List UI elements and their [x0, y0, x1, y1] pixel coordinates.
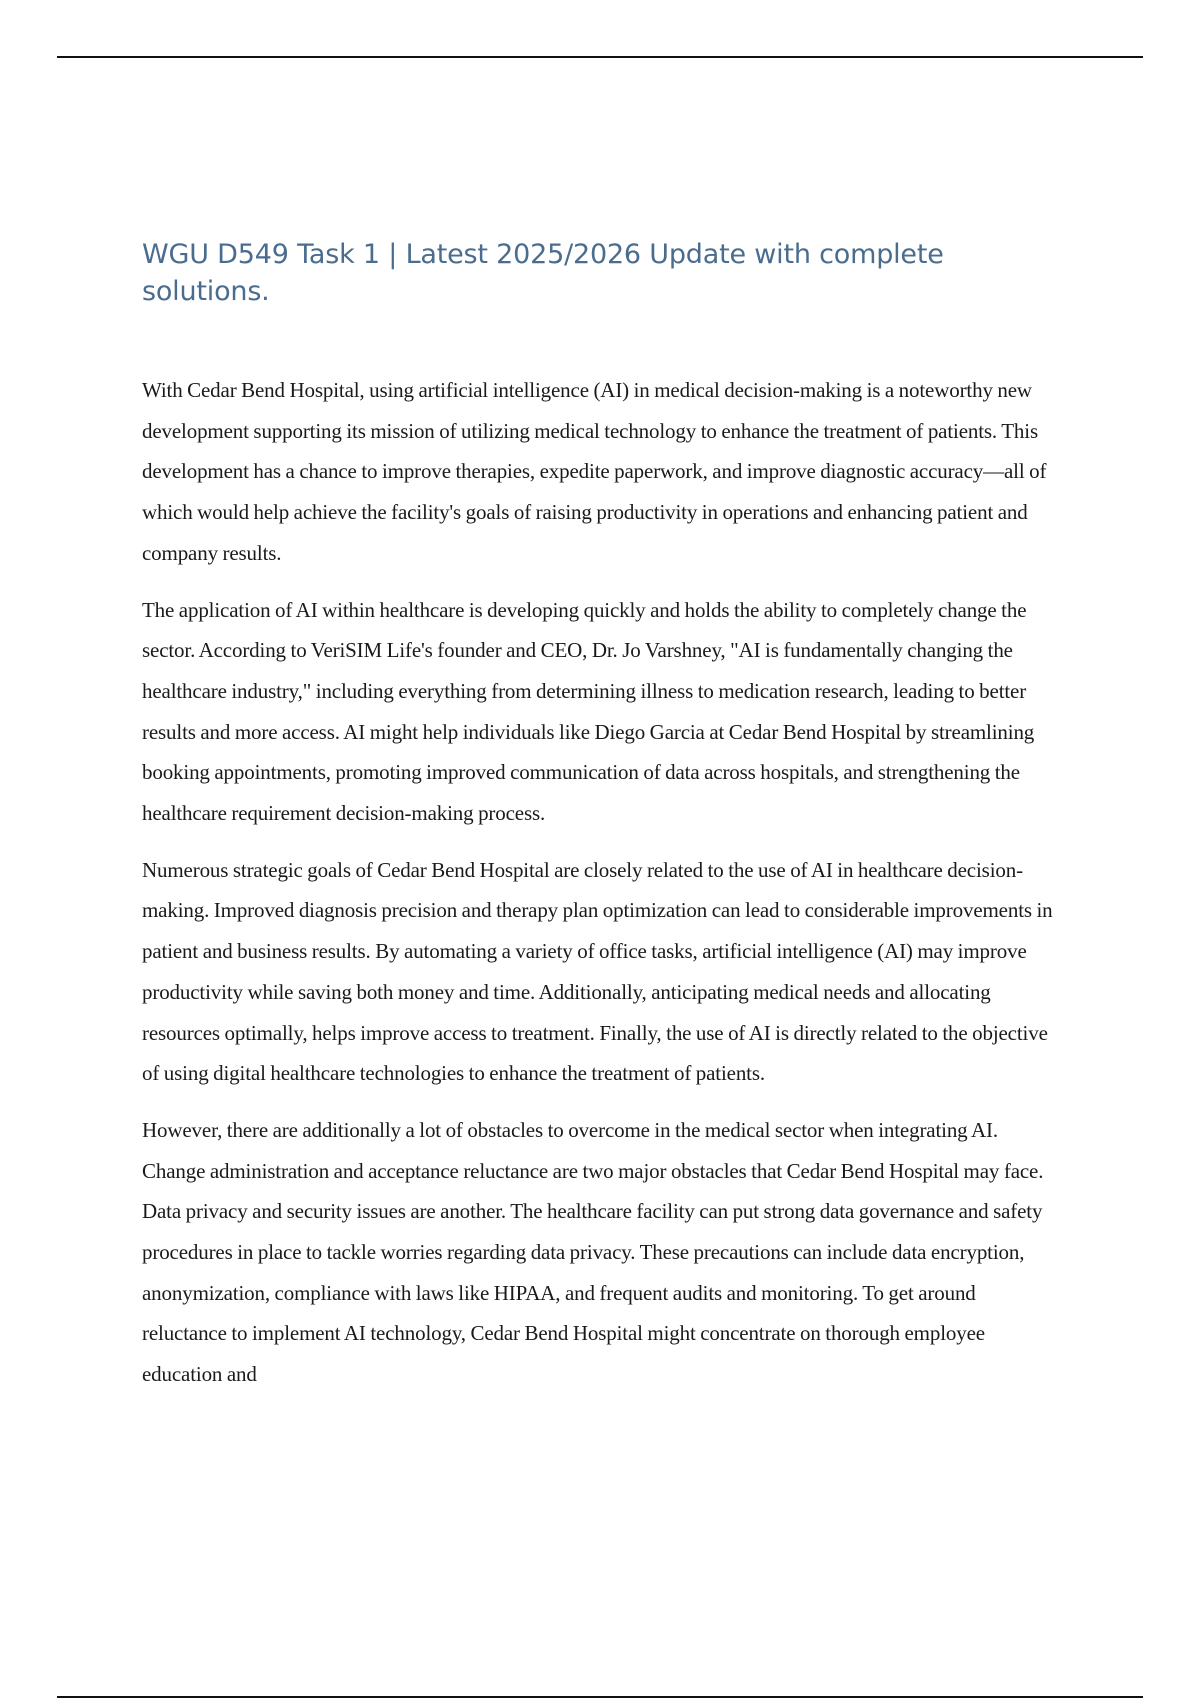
paragraph-2: The application of AI within healthcare is developing quickly and holds the ability to completely change the sector. According to VeriSIM Life's founder and CEO, Dr. Jo Varshney, "AI is fundamentally changing the healthcare industry," including everything from determining illness to medication research, leading to better results and more access. AI might help individuals like Diego Garcia at Cedar Bend Hospital by streamlining booking appointments, promoting improved communication of data across hospitals, and strengthening the healthcare requirement decision-making process. — [142, 597, 1035, 826]
document-title: WGU D549 Task 1 | Latest 2025/2026 Update with complete solutions. — [142, 239, 944, 307]
top-rule — [57, 56, 1143, 58]
paragraph-1: With Cedar Bend Hospital, using artificial intelligence (AI) in medical decision-making is a noteworthy new development supporting its mission of utilizing medical technology to enhance the treatment of patients. This development has a chance to improve therapies, expedite paperwork, and improve diagnostic accuracy—all of which would help achieve the facility's goals of raising productivity in operations and enhancing patient and company results. — [142, 378, 1047, 565]
paragraph-4: However, there are additionally a lot of obstacles to overcome in the medical sector when integrating AI. Change administration and acceptance reluctance are two major obstacles that Cedar Bend Hospital may face. Data privacy and security issues are another. The healthcare facility can put strong data governance and safety procedures in place to tackle worries regarding data privacy. These precautions can include data encryption, anonymization, compliance with laws like HIPAA, and frequent audits and monitoring. To get around reluctance to implement AI technology, Cedar Bend Hospital might concentrate on thorough employee education and — [142, 1117, 1044, 1387]
document-body — [142, 370, 1057, 1411]
bottom-rule — [57, 1696, 1143, 1698]
paragraph-3: Numerous strategic goals of Cedar Bend Hospital are closely related to the use of AI in healthcare decision-making. Improved diagnosis precision and therapy plan optimization can lead to considerable improvements in patient and business results. By automating a variety of office tasks, artificial intelligence (AI) may improve productivity while saving both money and time. Additionally, anticipating medical needs and allocating resources optimally, helps improve access to treatment. Finally, the use of AI is directly related to the objective of using digital healthcare technologies to enhance the treatment of patients. — [142, 857, 1053, 1086]
